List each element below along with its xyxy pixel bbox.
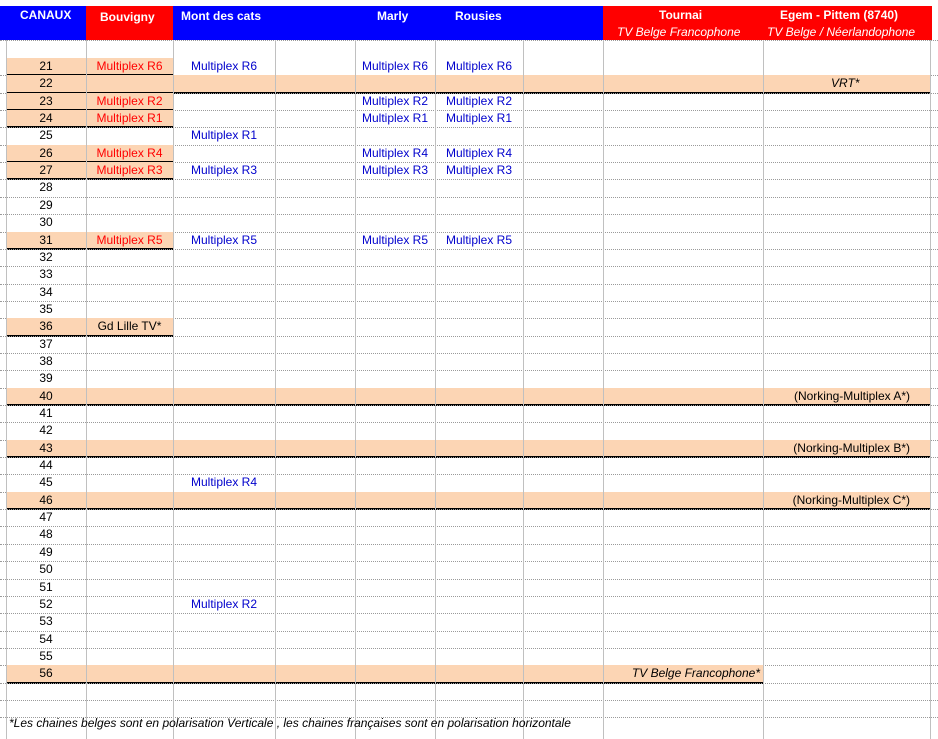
channel-number: 55: [39, 648, 53, 663]
channel-number: 40: [39, 388, 53, 403]
col-header-egem: Egem - Pittem (8740): [780, 8, 899, 22]
channel-number: 50: [39, 562, 53, 577]
channel-number: 27: [39, 163, 53, 178]
channel-number: 24: [39, 111, 53, 126]
row-highlight: [6, 440, 930, 457]
channel-number: 51: [39, 579, 53, 594]
channel-number: 30: [39, 215, 53, 230]
channel-number: 25: [39, 128, 53, 143]
grid-line: [0, 631, 938, 632]
channel-number: 35: [39, 301, 53, 316]
channel-number: 44: [39, 458, 53, 473]
col-header-marly: Marly: [377, 9, 409, 23]
cell-mont: Multiplex R6: [190, 59, 258, 73]
grid-line: [0, 526, 938, 527]
grid-line: [0, 422, 938, 423]
grid-line: [0, 683, 938, 684]
grid-line: [0, 370, 938, 371]
channel-number: 33: [39, 267, 53, 282]
cell-bouvigny: Multiplex R2: [96, 93, 163, 108]
cell-rousies: Multiplex R2: [445, 93, 513, 108]
grid-line: [0, 179, 938, 180]
col-subheader-tournai: TV Belge Francophone: [617, 25, 741, 39]
channel-number: 29: [39, 197, 53, 212]
channel-number: 52: [39, 596, 53, 611]
channel-number: 38: [39, 353, 53, 368]
cell-bouvigny: Multiplex R3: [96, 163, 163, 178]
grid-column-line: [435, 40, 436, 739]
grid-line: [0, 127, 938, 128]
channel-number: 36: [39, 319, 53, 334]
grid-line: [0, 353, 938, 354]
channel-number: 56: [39, 666, 53, 681]
grid-column-line: [603, 40, 604, 739]
grid-line: [0, 544, 938, 545]
col-header-canaux: CANAUX: [20, 8, 72, 22]
grid-line: [0, 648, 938, 649]
cell-rousies: Multiplex R4: [445, 145, 513, 160]
channel-number: 22: [39, 76, 53, 91]
grid-line: [0, 301, 938, 302]
grid-line: [0, 579, 938, 580]
channel-number: 26: [39, 145, 53, 160]
span-label: (Norking-Multiplex B*): [793, 440, 910, 455]
channel-number: 41: [39, 406, 53, 420]
cell-rousies: Multiplex R1: [445, 111, 513, 126]
cell-mont: Multiplex R3: [190, 163, 258, 178]
channel-number: 32: [39, 249, 53, 264]
grid-line: [0, 284, 938, 285]
channel-number: 37: [39, 336, 53, 351]
cell-mont: Multiplex R5: [190, 232, 258, 247]
footnote: *Les chaines belges sont en polarisation Verticale , les chaines françaises sont en polarisation horizontale: [9, 716, 571, 730]
channel-number: 49: [39, 544, 53, 559]
cell-bouvigny: Multiplex R5: [96, 232, 163, 247]
grid-line: [0, 561, 938, 562]
channel-number: 54: [39, 631, 53, 646]
cell-mont: Multiplex R2: [190, 596, 258, 611]
grid-column-line: [930, 40, 931, 739]
grid-column-line: [763, 40, 764, 739]
grid-line: [0, 405, 938, 406]
grid-line: [0, 197, 938, 198]
grid-column-line: [523, 40, 524, 739]
span-label: TV Belge Francophone*: [631, 666, 760, 681]
channel-number: 42: [39, 423, 53, 438]
channel-number: 28: [39, 180, 53, 195]
grid-line: [0, 457, 938, 458]
channel-number: 39: [39, 371, 53, 386]
cell-mont: Multiplex R4: [190, 475, 258, 490]
span-label: (Norking-Multiplex C*): [792, 492, 910, 507]
col-header-tournai: Tournai: [659, 8, 703, 22]
cell-bouvigny: Multiplex R1: [96, 111, 163, 126]
grid-line: [0, 336, 938, 337]
cell-marly: Multiplex R1: [361, 111, 429, 126]
channel-number: 23: [39, 93, 53, 108]
channel-number: 47: [39, 510, 53, 525]
grid-column-line: [6, 40, 7, 739]
channel-number: 34: [39, 284, 53, 299]
span-label: VRT*: [831, 76, 860, 91]
channel-number: 45: [39, 475, 53, 490]
grid-line: [0, 214, 938, 215]
grid-line: [0, 700, 938, 701]
channel-number: 21: [39, 59, 53, 73]
grid-column-line: [275, 40, 276, 739]
channel-number: 48: [39, 527, 53, 542]
grid-column-line: [173, 40, 174, 739]
grid-column-line: [355, 40, 356, 739]
grid-line: [0, 596, 938, 597]
grid-line: [0, 266, 938, 267]
col-header-bouvigny: Bouvigny: [100, 10, 155, 24]
cell-rousies: Multiplex R6: [445, 59, 513, 73]
channel-number: 43: [39, 440, 53, 455]
cell-marly: Multiplex R6: [361, 59, 429, 73]
cell-rousies: Multiplex R5: [445, 232, 513, 247]
cell-mont: Multiplex R1: [190, 128, 258, 143]
grid-line: [0, 509, 938, 510]
channel-number: 31: [39, 232, 53, 247]
row-highlight: [6, 388, 930, 405]
col-subheader-egem: TV Belge / Néerlandophone: [767, 25, 916, 39]
channel-number: 53: [39, 614, 53, 629]
cell-bouvigny: Gd Lille TV*: [97, 319, 162, 334]
channel-number: 46: [39, 492, 53, 507]
span-label: (Norking-Multiplex A*): [793, 388, 910, 403]
row-highlight: [6, 75, 930, 92]
row-highlight: [6, 492, 930, 509]
cell-rousies: Multiplex R3: [445, 163, 513, 178]
cell-marly: Multiplex R4: [361, 145, 429, 160]
col-header-mont-des-cats: Mont des cats: [181, 9, 262, 23]
col-header-rousies: Rousies: [455, 9, 502, 23]
grid-line: [0, 613, 938, 614]
grid-line: [0, 474, 938, 475]
grid-line: [0, 249, 938, 250]
cell-bouvigny: Multiplex R6: [96, 59, 163, 73]
cell-marly: Multiplex R5: [361, 232, 429, 247]
grid-line: [0, 40, 938, 41]
cell-marly: Multiplex R2: [361, 93, 429, 108]
cell-marly: Multiplex R3: [361, 163, 429, 178]
cell-bouvigny: Multiplex R4: [96, 145, 163, 160]
grid-column-line: [86, 40, 87, 739]
